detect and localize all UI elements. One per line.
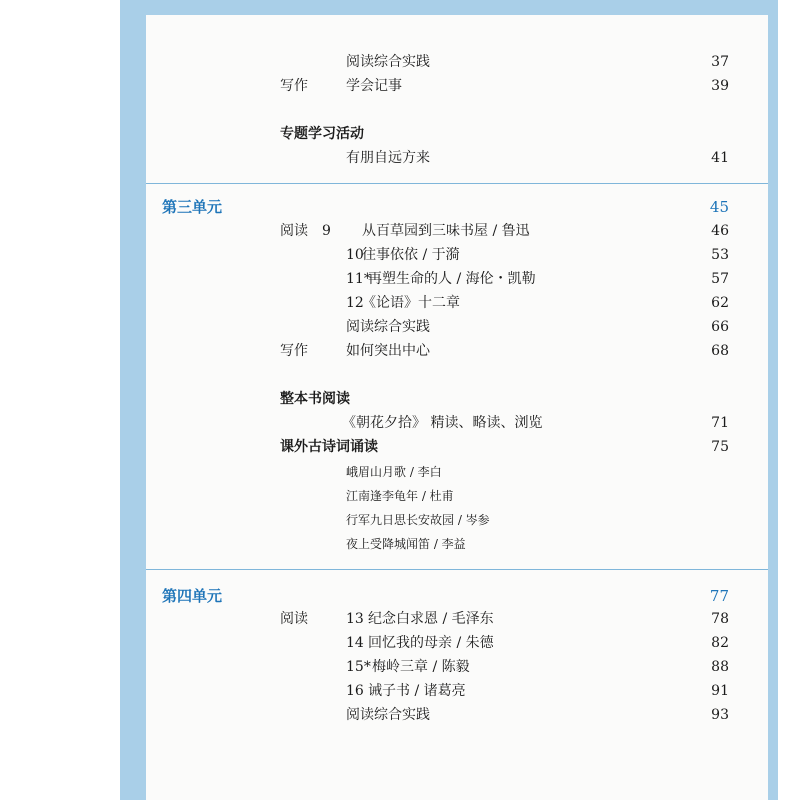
lesson-number: 9 (322, 223, 331, 239)
lesson-number: 13 (346, 611, 364, 627)
whole-book-heading: 整本书阅读 (280, 391, 350, 407)
entry-page: 78 (711, 611, 729, 627)
entry-category: 阅读 (280, 611, 308, 627)
poem-title: 江南逢李龟年 / 杜甫 (346, 489, 454, 503)
toc-entry (146, 75, 768, 97)
entry-page: 57 (711, 271, 729, 287)
entry-page: 37 (711, 54, 729, 70)
entry-page: 88 (711, 659, 729, 675)
toc-entry (146, 704, 768, 726)
poems-heading: 课外古诗词诵读 (280, 439, 378, 455)
entry-page: 66 (711, 319, 729, 335)
poem-item (146, 533, 768, 555)
toc-entry (146, 51, 768, 73)
entry-title: 再塑生命的人 / 海伦・凯勒 (368, 271, 536, 287)
toc-entry (146, 292, 768, 314)
entry-title: 纪念白求恩 / 毛泽东 (368, 611, 494, 627)
lesson-number: 14 (346, 635, 364, 651)
section-heading (146, 436, 768, 458)
entry-page: 39 (711, 78, 729, 94)
poem-item (146, 485, 768, 507)
entry-page: 41 (711, 150, 729, 166)
entry-page: 93 (711, 707, 729, 723)
entry-title: 梅岭三章 / 陈毅 (372, 659, 470, 675)
unit-page: 45 (709, 198, 729, 216)
section-heading (146, 123, 768, 145)
toc-entry (146, 340, 768, 362)
lesson-number: 15* (346, 659, 371, 675)
toc-entry (146, 608, 768, 630)
lesson-number: 16 (346, 683, 364, 699)
unit-label: 第三单元 (162, 198, 223, 216)
toc-entry (146, 632, 768, 654)
toc-entry (146, 220, 768, 242)
unit-header (146, 585, 768, 607)
poem-item (146, 461, 768, 483)
unit-page: 77 (709, 587, 729, 605)
toc-entry (146, 147, 768, 169)
toc-entry (146, 680, 768, 702)
entry-title: 往事依依 / 于漪 (362, 247, 460, 263)
unit-label: 第四单元 (162, 587, 223, 605)
poem-title: 行军九日思长安故园 / 岑参 (346, 513, 490, 527)
toc-entry (146, 656, 768, 678)
lesson-number: 10 (346, 247, 364, 263)
poem-title: 夜上受降城闻笛 / 李益 (346, 537, 466, 551)
entry-page: 71 (711, 415, 729, 431)
entry-title: 从百草园到三味书屋 / 鲁迅 (362, 223, 530, 239)
entry-page: 82 (711, 635, 729, 651)
entry-page: 68 (711, 343, 729, 359)
entry-page: 46 (711, 223, 729, 239)
entry-title: 阅读综合实践 (346, 54, 430, 70)
entry-title: 阅读综合实践 (346, 319, 430, 335)
entry-page: 62 (711, 295, 729, 311)
entry-title: 诫子书 / 诸葛亮 (368, 683, 466, 699)
entry-page: 75 (711, 439, 729, 455)
unit-divider (146, 183, 768, 184)
toc-paper (146, 15, 768, 800)
poem-item (146, 509, 768, 531)
entry-category: 写作 (280, 343, 308, 359)
entry-category: 阅读 (280, 223, 308, 239)
activity-heading: 专题学习活动 (280, 126, 364, 142)
lesson-number: 12 (346, 295, 364, 311)
entry-title: 学会记事 (346, 78, 402, 94)
entry-category: 写作 (280, 78, 308, 94)
unit-header (146, 196, 768, 218)
toc-entry (146, 316, 768, 338)
entry-title: 阅读综合实践 (346, 707, 430, 723)
entry-title: 有朋自远方来 (346, 150, 430, 166)
entry-title: 回忆我的母亲 / 朱德 (368, 635, 494, 651)
lesson-number: 11* (346, 271, 371, 287)
unit-divider (146, 569, 768, 570)
toc-entry (146, 412, 768, 434)
entry-title: 《论语》十二章 (362, 295, 460, 311)
entry-page: 91 (711, 683, 729, 699)
entry-title: 《朝花夕拾》 精读、略读、浏览 (342, 415, 543, 431)
entry-title: 如何突出中心 (346, 343, 430, 359)
entry-page: 53 (711, 247, 729, 263)
toc-entry (146, 244, 768, 266)
poem-title: 峨眉山月歌 / 李白 (346, 465, 442, 479)
toc-entry (146, 268, 768, 290)
section-heading (146, 388, 768, 410)
